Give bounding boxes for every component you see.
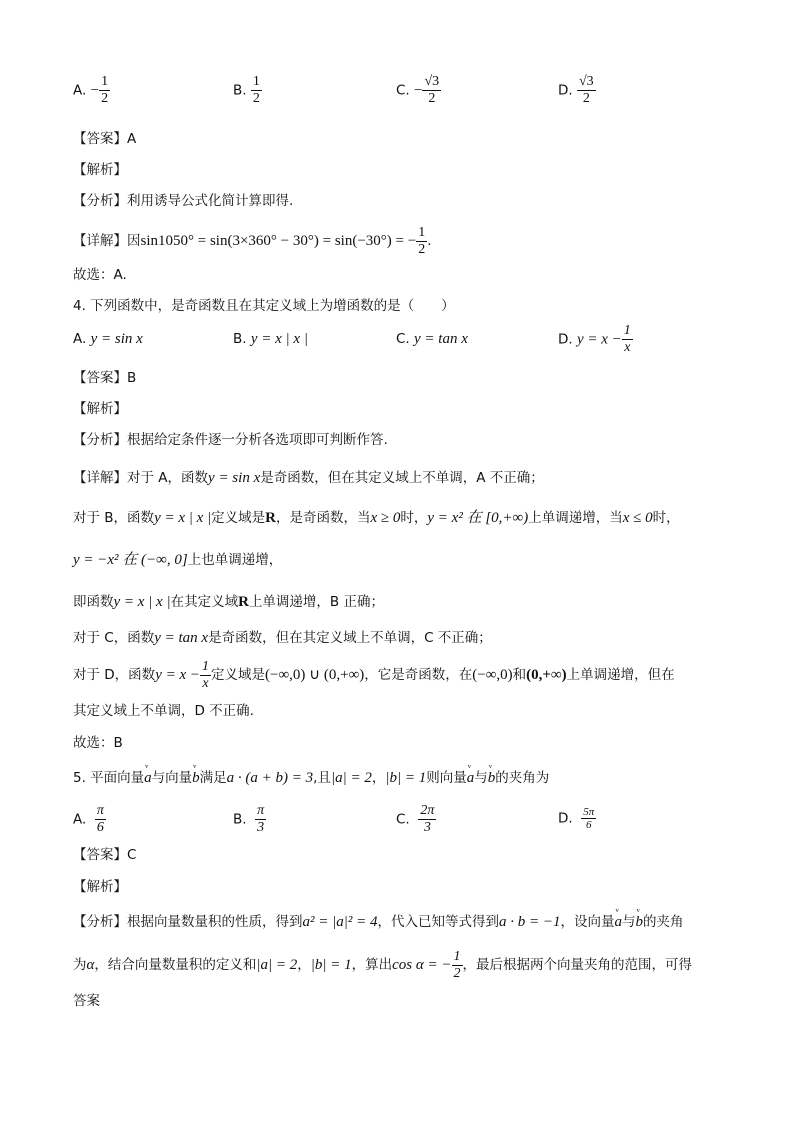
text: 即函数 — [73, 594, 114, 610]
text: 在其定义域 — [170, 594, 239, 610]
option-fraction — [577, 74, 596, 107]
fraction-denominator: 2 — [252, 91, 260, 106]
text: 对于 D，函数 — [73, 667, 156, 683]
option-label: B. — [233, 811, 247, 828]
fraction-denominator: 2 — [582, 91, 590, 106]
q4-detail-7: 其定义域上不单调，D 不正确. — [73, 703, 254, 719]
q5-jiexi: 【解析】 — [73, 879, 127, 895]
fraction-numerator: 1 — [252, 74, 260, 89]
math: y = x | x | — [113, 594, 171, 610]
text: 5. 平面向量 — [73, 770, 145, 786]
q5-question — [73, 768, 734, 788]
detail-fraction — [416, 225, 427, 258]
math: y = −x² 在 (−∞, 0] — [73, 552, 188, 568]
fraction-numerator: 2π — [420, 803, 435, 818]
fraction-numerator: 1 — [453, 948, 461, 964]
q4-detail-6 — [73, 655, 734, 695]
q3-option-c — [396, 74, 441, 107]
q3-jiexi: 【解析】 — [73, 162, 127, 178]
math-set-r: R — [238, 594, 249, 610]
fraction-numerator: √3 — [424, 74, 440, 89]
math: y = x | x | — [154, 510, 212, 526]
option-fraction — [255, 803, 266, 836]
fraction-denominator: 3 — [423, 820, 431, 835]
text: ，算出 — [351, 957, 393, 973]
q3-option-d — [558, 74, 596, 107]
text: 对于 B，函数 — [73, 510, 155, 526]
q3-answer: 【答案】A — [73, 131, 137, 147]
math-set-r: R — [265, 510, 276, 526]
fraction-numerator: π — [257, 803, 265, 818]
text: 【分析】根据向量数量积的性质，得到 — [73, 914, 303, 930]
q4-answer: 【答案】B — [73, 370, 137, 386]
fraction-numerator: π — [96, 803, 104, 818]
q5-option-d — [558, 806, 596, 831]
q4-option-b — [233, 331, 308, 348]
q4-detail-3 — [73, 550, 734, 570]
option-label: B. — [233, 331, 247, 347]
math: |a| = 2 — [256, 957, 298, 973]
option-label: D. — [558, 331, 573, 348]
q3-detail — [73, 221, 734, 261]
q4-detail-2 — [73, 508, 734, 528]
fraction-numerator: 1 — [623, 323, 631, 338]
math: y = sin x — [208, 470, 261, 486]
text: 上单调递增，但在 — [566, 667, 675, 683]
fraction-denominator: 3 — [257, 820, 265, 835]
q4-detail-1 — [73, 468, 734, 488]
option-label: B. — [233, 82, 247, 99]
vector-b: ᵛ b — [488, 768, 496, 788]
q3-option-a — [73, 74, 110, 107]
fraction-numerator: 5π — [583, 806, 595, 818]
option-fraction — [95, 803, 106, 836]
fraction-denominator: 2 — [101, 91, 109, 106]
q5-option-a — [73, 803, 106, 836]
math: a · (a + b) = 3 — [226, 770, 314, 786]
text: 【详解】对于 A，函数 — [73, 470, 209, 486]
option-expression: y = x | x | — [250, 331, 308, 347]
math: x ≤ 0 — [622, 510, 653, 526]
text: 的夹角 — [643, 914, 684, 930]
math: y = tan x — [154, 630, 209, 646]
text: 则向量 — [426, 770, 467, 786]
option-sign: − — [414, 82, 423, 99]
option-label: A. — [73, 82, 87, 99]
fraction-numerator: 1 — [202, 658, 209, 674]
q4-option-a — [73, 331, 143, 348]
option-fraction — [251, 74, 262, 107]
option-fraction — [418, 803, 436, 836]
vector-b: ᵛ b — [192, 768, 200, 788]
text: ，最后根据两个向量夹角的范围，可得 — [462, 957, 692, 973]
text: 时， — [652, 510, 680, 526]
text: ， — [371, 770, 386, 786]
option-label: C. — [396, 82, 410, 99]
text: ，结合向量数量积的定义和 — [94, 957, 257, 973]
math: α — [86, 957, 95, 973]
math: |b| = 1 — [385, 770, 427, 786]
text: 满足 — [199, 770, 227, 786]
vector-a: ᵛ a — [467, 768, 475, 788]
q5-fenxi-2 — [73, 945, 734, 985]
q4-option-c — [396, 331, 468, 348]
q5-option-c — [396, 803, 436, 836]
math: x ≥ 0 — [370, 510, 401, 526]
vector-a: ᵛ a — [615, 912, 623, 932]
math: y = x − — [155, 667, 200, 683]
text: 与 — [474, 770, 488, 786]
text: ， — [297, 957, 311, 973]
option-fraction — [422, 74, 441, 107]
text: 的夹角为 — [495, 770, 550, 786]
fraction-denominator: 2 — [418, 241, 426, 257]
option-label: C. — [396, 811, 410, 828]
option-fraction — [581, 806, 596, 831]
math: a² = |a|² = 4 — [302, 914, 378, 930]
q4-option-d — [558, 323, 633, 356]
text: 是奇函数，但在其定义域上不单调，A 不正确； — [260, 470, 544, 486]
text: 时， — [400, 510, 428, 526]
q3-option-b — [233, 74, 262, 107]
option-expression: y = x − — [576, 331, 622, 348]
option-expression: y = sin x — [90, 331, 143, 347]
q3-conclusion: 故选：A. — [73, 267, 127, 283]
fraction-denominator: 2 — [428, 91, 436, 106]
text: 为 — [73, 957, 87, 973]
math: |b| = 1 — [310, 957, 352, 973]
fraction-denominator: x — [202, 675, 209, 691]
q4-detail-4 — [73, 592, 734, 612]
vector-b: ᵛ b — [636, 912, 644, 932]
detail-end: . — [427, 233, 432, 249]
vector-a: ᵛ a — [144, 768, 152, 788]
option-sign: − — [90, 82, 100, 99]
text: 定义域是 — [211, 510, 266, 526]
fraction-numerator: 1 — [101, 74, 109, 89]
math: (−∞,0) — [472, 667, 513, 683]
fraction-denominator: x — [624, 340, 631, 355]
text: 上单调递增，当 — [528, 510, 623, 526]
option-expression: y = tan x — [414, 331, 468, 347]
option-label: C. — [396, 331, 410, 347]
q3-fenxi: 【分析】利用诱导公式化简计算即得. — [73, 193, 294, 209]
math: |a| = 2 — [330, 770, 372, 786]
text: 是奇函数，但在其定义域上不单调，C 不正确； — [208, 630, 492, 646]
text: 定义域是 — [211, 667, 265, 683]
q5-fenxi-3: 答案 — [73, 993, 100, 1009]
q4-fenxi: 【分析】根据给定条件逐一分析各选项即可判断作答. — [73, 432, 388, 448]
text: 和 — [512, 667, 527, 683]
q4-jiexi: 【解析】 — [73, 401, 127, 417]
text: ,且 — [313, 770, 331, 786]
option-fraction — [99, 74, 110, 107]
math-fraction — [200, 659, 211, 692]
math: cos α = − — [392, 957, 452, 973]
q5-answer: 【答案】C — [73, 847, 137, 863]
math: (0,+∞) — [526, 667, 567, 683]
option-fraction — [622, 323, 633, 356]
option-label: D. — [558, 82, 573, 99]
math: (−∞,0) ∪ (0,+∞) — [265, 667, 365, 683]
text: 上单调递增，B 正确； — [248, 594, 384, 610]
fraction-denominator: 6 — [586, 819, 592, 831]
fraction-denominator: 2 — [453, 965, 461, 981]
option-label: A. — [73, 811, 87, 828]
text: 上也单调递增， — [187, 552, 283, 568]
fraction-numerator: 1 — [418, 224, 426, 240]
q4-detail-5 — [73, 628, 734, 648]
text: ，是奇函数，当 — [276, 510, 371, 526]
math-fraction — [452, 949, 463, 982]
text: ，它是奇函数，在 — [364, 667, 473, 683]
text: 对于 C，函数 — [73, 630, 155, 646]
text: ，代入已知等式得到 — [377, 914, 499, 930]
fraction-numerator: √3 — [578, 74, 594, 89]
text: 与向量 — [151, 770, 193, 786]
math: y = x² 在 [0,+∞) — [427, 510, 529, 526]
q4-question: 4. 下列函数中，是奇函数且在其定义域上为增函数的是（ ） — [73, 298, 455, 314]
option-label: D. — [558, 810, 573, 827]
q5-fenxi-1 — [73, 912, 734, 932]
text: ，设向量 — [560, 914, 615, 930]
detail-expression: sin1050° = sin(3×360° − 30°) = sin(−30°) = − — [140, 233, 417, 249]
q4-conclusion: 故选：B — [73, 735, 123, 751]
math: a · b = −1 — [499, 914, 561, 930]
option-label: A. — [73, 331, 87, 347]
detail-prefix: 【详解】因 — [73, 233, 141, 249]
q5-option-b — [233, 803, 266, 836]
text: 与 — [622, 914, 636, 930]
fraction-denominator: 6 — [96, 820, 104, 835]
